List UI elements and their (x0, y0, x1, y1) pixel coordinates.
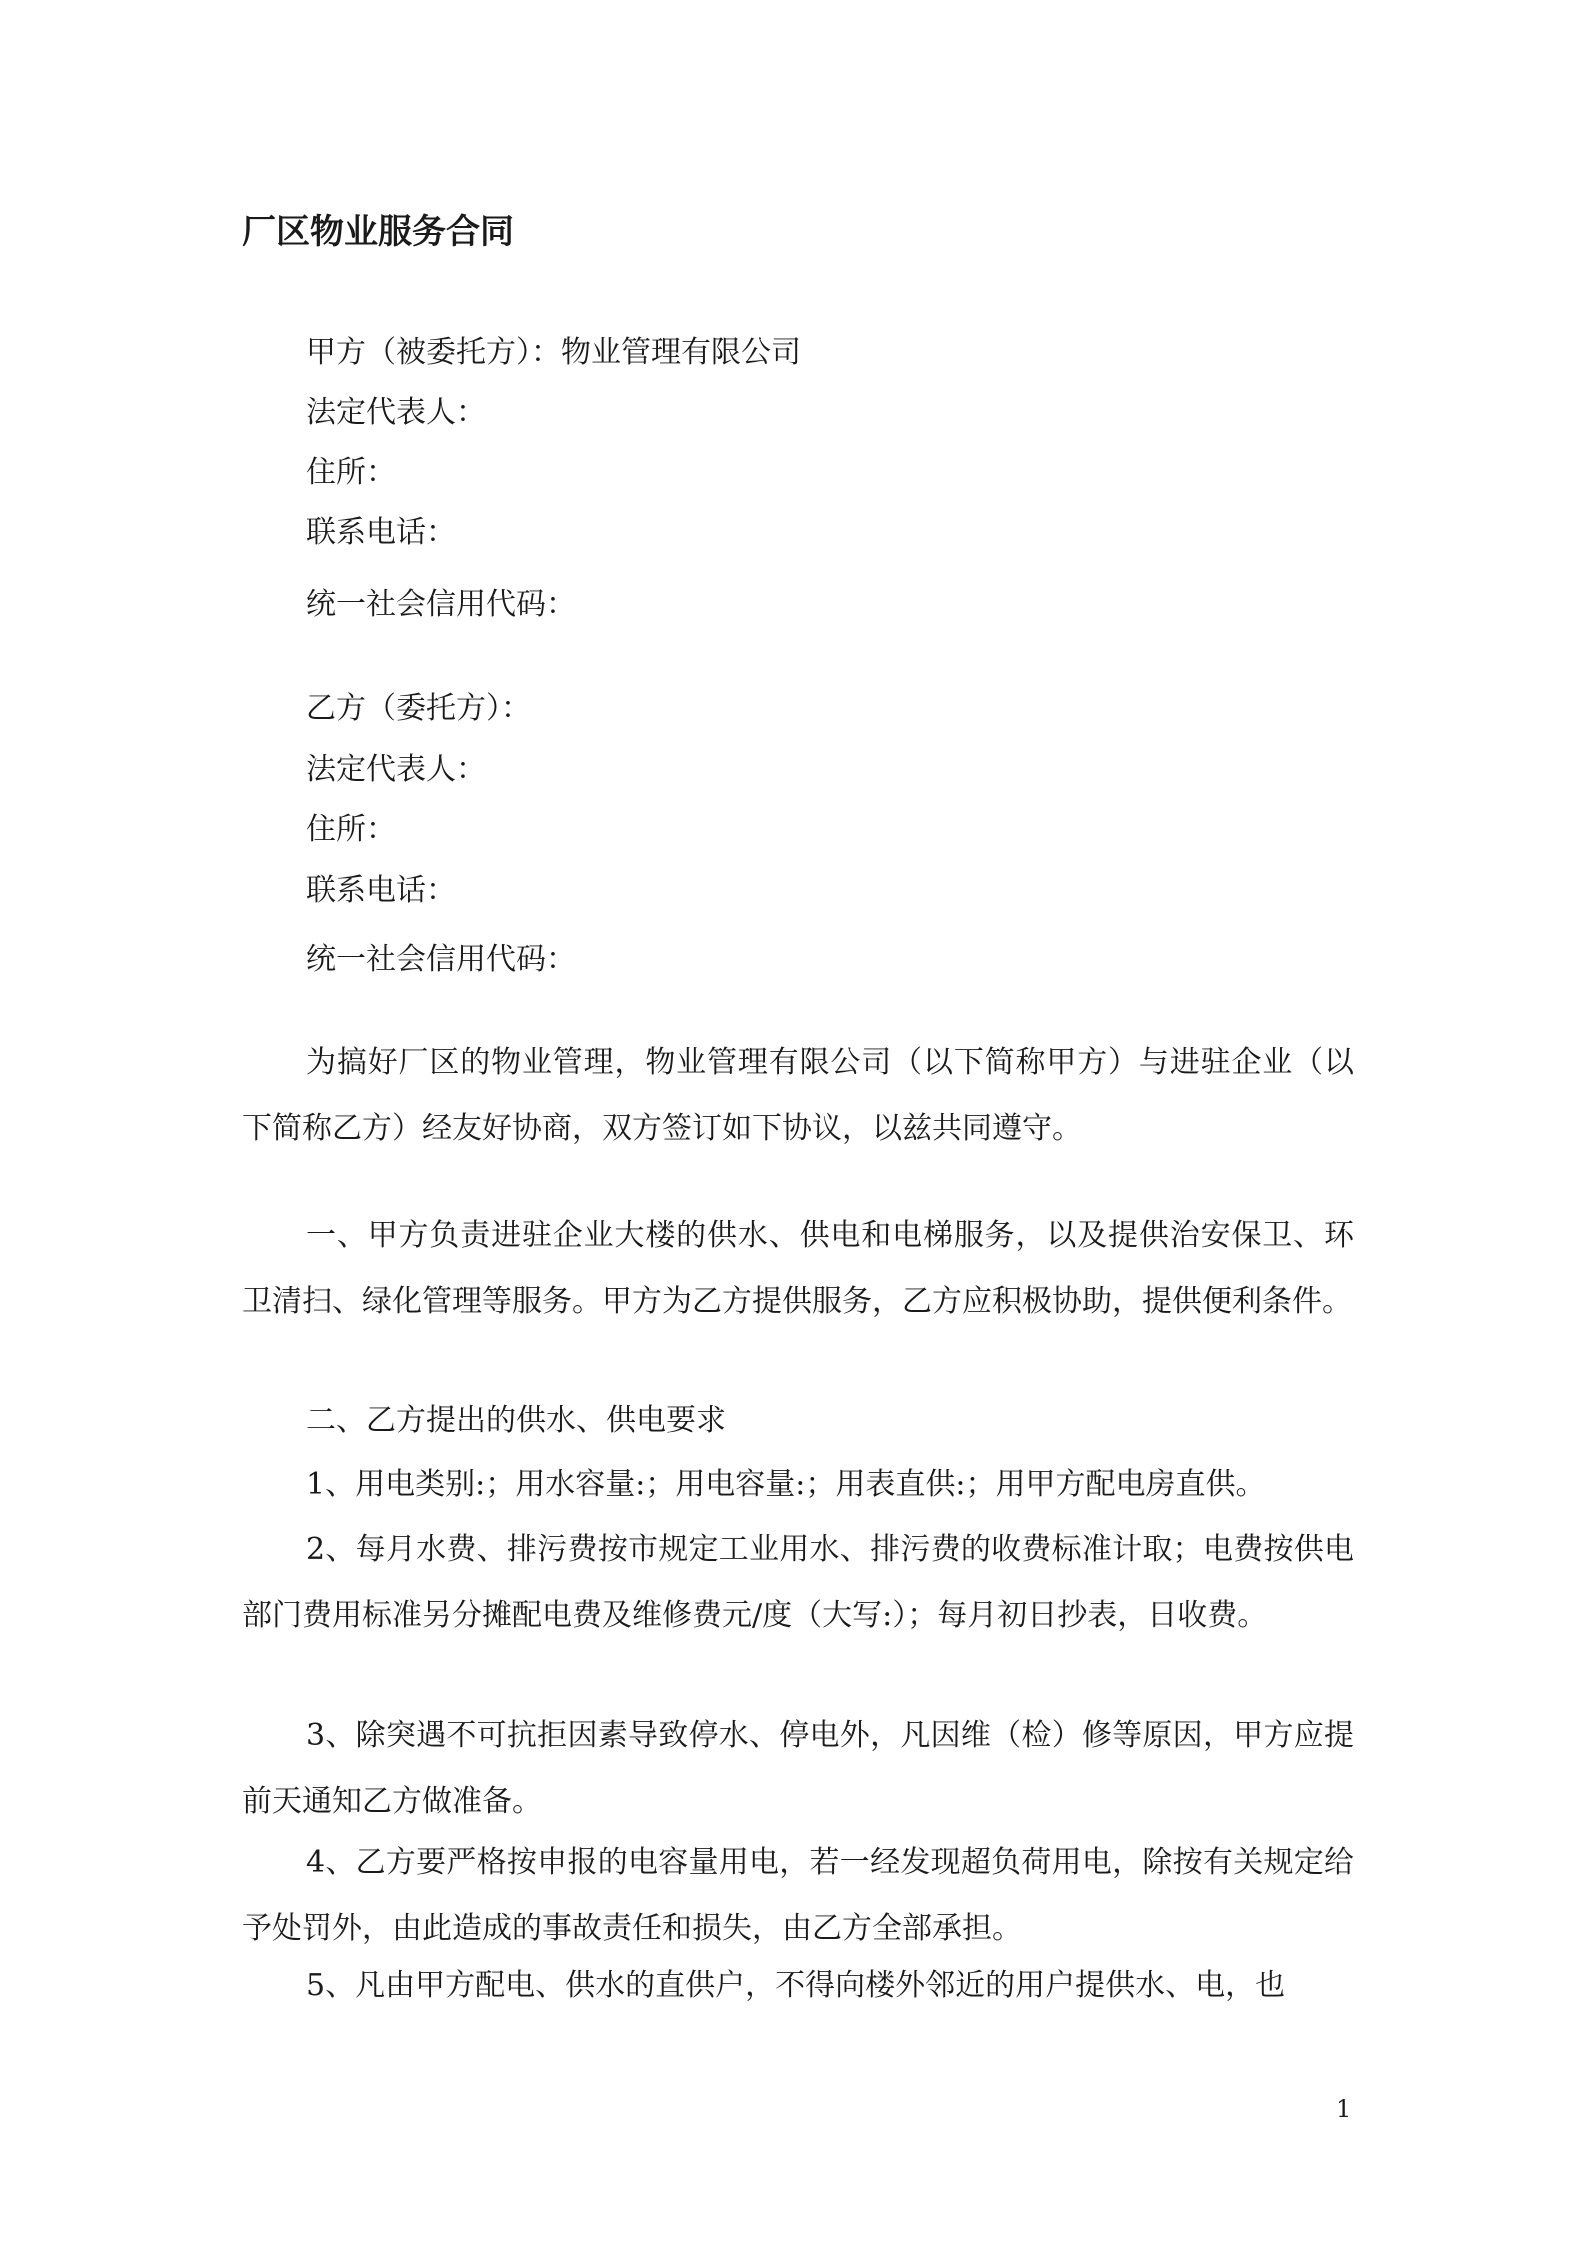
clause-2-item-5: 5、凡由甲方配电、供水的直供户，不得向楼外邻近的用户提供水、电，也 (306, 1968, 1286, 2003)
clause-2-item-4: 4、乙方要严格按申报的电容量用电，若一经发现超负荷用电，除按有关规定给予处罚外，由此造成的事故责任和损失，由乙方全部承担。 (242, 1845, 1354, 1946)
party-a-representative: 法定代表人： (306, 395, 486, 430)
clause-1: 一、甲方负责进驻企业大楼的供水、供电和电梯服务，以及提供治安保卫、环卫清扫、绿化管理等服务。甲方为乙方提供服务，乙方应积极协助，提供便利条件。 (242, 1218, 1354, 1319)
party-b-name: 乙方（委托方）： (306, 691, 531, 726)
party-a-name: 甲方（被委托方）：物业管理有限公司 (306, 335, 801, 370)
clause-2-item-3: 3、除突遇不可抗拒因素导致停水、停电外，凡因维（检）修等原因，甲方应提前天通知乙方做准备。 (242, 1718, 1354, 1819)
document-title: 厂区物业服务合同 (242, 212, 514, 252)
party-a-phone: 联系电话： (306, 515, 456, 550)
clause-2-heading: 二、乙方提出的供水、供电要求 (306, 1403, 726, 1438)
party-b-credit-code: 统一社会信用代码： (306, 942, 576, 977)
intro-paragraph: 为搞好厂区的物业管理，物业管理有限公司（以下简称甲方）与进驻企业（以下简称乙方）经友好协商，双方签订如下协议，以兹共同遵守。 (242, 1045, 1354, 1146)
clause-2-item-1: 1、用电类别:；用水容量:；用电容量:；用表直供:；用甲方配电房直供。 (306, 1467, 1266, 1502)
clause-2-item-2: 2、每月水费、排污费按市规定工业用水、排污费的收费标准计取；电费按供电部门费用标准另分摊配电费及维修费元/度（大写:）；每月初日抄表，日收费。 (242, 1532, 1354, 1633)
page-number: 1 (1336, 2095, 1352, 2123)
party-a-credit-code: 统一社会信用代码： (306, 587, 576, 622)
party-a-address: 住所： (306, 455, 396, 490)
party-b-address: 住所： (306, 812, 396, 847)
party-b-representative: 法定代表人： (306, 752, 486, 787)
party-b-phone: 联系电话： (306, 873, 456, 908)
